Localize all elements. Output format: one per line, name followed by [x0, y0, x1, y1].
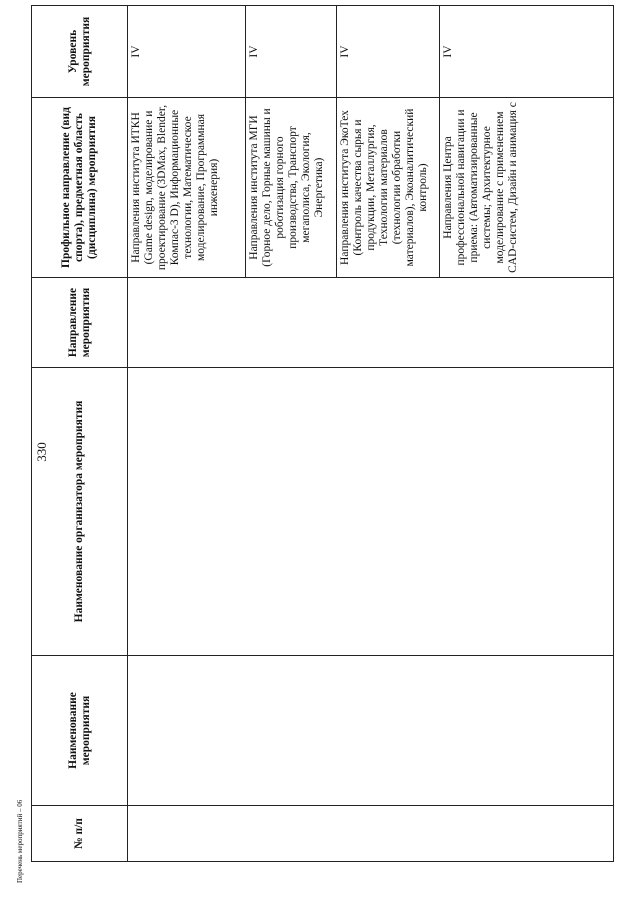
cell-profile: Направления института МГИ (Горное дело, Горные машины и роботизация горного производства, Транспорт мегаполиса, Экология, Энергетика) — [246, 98, 337, 278]
cell-profile: Направления института ЭкоТех (Контроль качества сырья и продукции, Металлургия, Технологии материалов (технологии обработки материалов), Экоаналитический контроль) — [337, 98, 440, 278]
header-number: № п/п — [32, 806, 128, 862]
cell-number — [128, 806, 614, 862]
cell-event-name — [128, 656, 614, 806]
header-event-name: Наименование мероприятия — [32, 656, 128, 806]
table-header-row — [32, 6, 128, 862]
table-row — [128, 6, 246, 862]
cell-level: IV — [337, 6, 440, 98]
cell-direction — [128, 278, 614, 368]
header-organizer: Наименование организатора мероприятия — [32, 368, 128, 656]
cell-level: IV — [128, 6, 246, 98]
events-table-wrapper — [31, 6, 613, 862]
cell-level: IV — [440, 6, 614, 98]
events-table — [31, 5, 614, 862]
cell-organizer — [128, 368, 614, 656]
page-number: 330 — [34, 442, 49, 462]
footer-note: Перечень мероприятий – 06 — [16, 799, 24, 883]
header-direction: Направление мероприятия — [32, 278, 128, 368]
cell-profile: Направления Центра профессиональной навигации и приема: (Автоматизированные системы; Архитектурное моделирование с применением CAD-систем, Дизайн и анимация с — [440, 98, 614, 278]
header-level: Уровень мероприятия — [32, 6, 128, 98]
cell-profile: Направления института ИТКН (Game design, моделирование и проектирование (3DMax, Blender, Компас-3 D), Информационные технологии, Математическое моделирование, Программная инженерия) — [128, 98, 246, 278]
cell-level: IV — [246, 6, 337, 98]
header-profile: Профильное направление (вид спорта), предметная область (дисциплина) мероприятия — [32, 98, 128, 278]
